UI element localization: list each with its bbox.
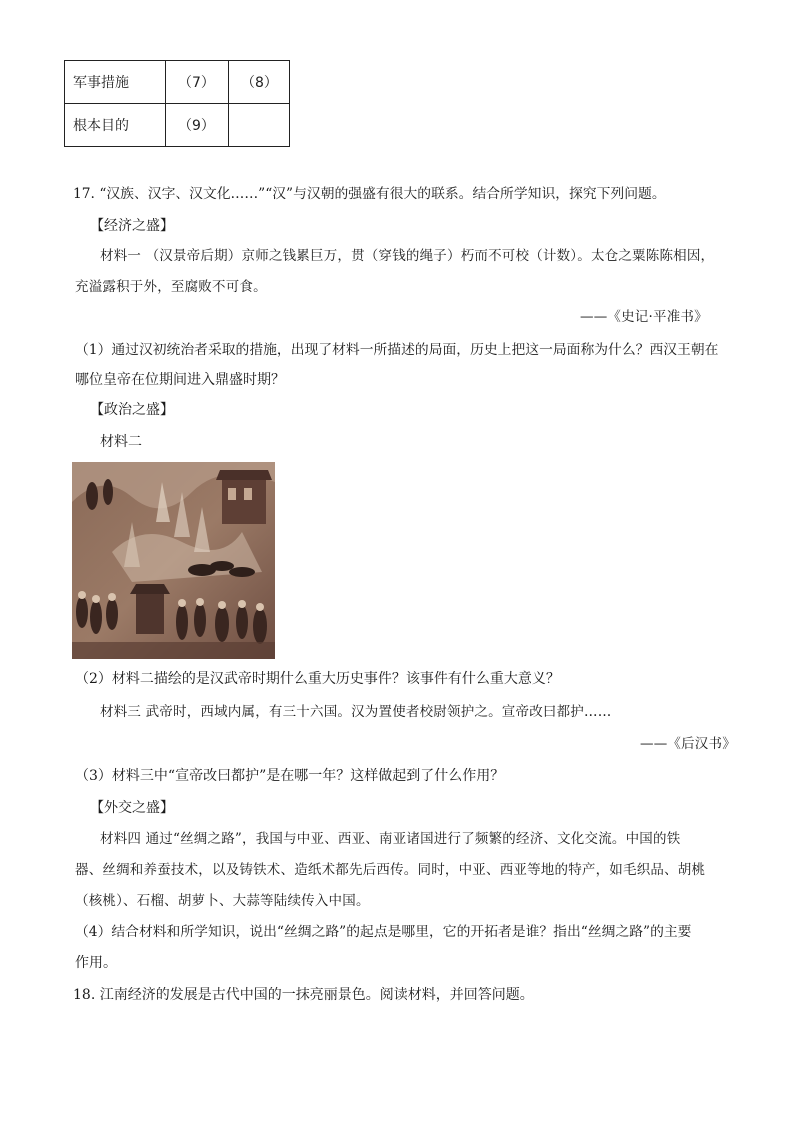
material-4-text-cont: 器、丝绸和养蚕技术，以及铸铁术、造纸术都先后西传。同时，中亚、西亚等地的特产，如毛织品、胡桃 bbox=[75, 862, 706, 878]
table-cell: 根本目的 bbox=[65, 104, 166, 147]
sub-question-4: （4）结合材料和所学知识，说出“丝绸之路”的起点是哪里，它的开拓者是谁？指出“丝绸之路”的主要 bbox=[75, 924, 692, 940]
material-3-text: 材料三 武帝时，西域内属，有三十六国。汉为置使者校尉领护之。宣帝改曰都护…… bbox=[100, 704, 612, 720]
table-row bbox=[65, 61, 290, 104]
table-cell bbox=[229, 104, 290, 147]
material-1-text: 材料一 （汉景帝后期）京师之钱累巨万，贯（穿钱的绳子）朽而不可校（计数）。太仓之粟陈陈相因， bbox=[100, 248, 715, 264]
material-1-source: ——《史记·平准书》 bbox=[580, 309, 708, 325]
sub-question-3: （3）材料三中“宣帝改曰都护”是在哪一年？这样做起到了什么作用？ bbox=[75, 768, 505, 784]
sub-question-4-cont: 作用。 bbox=[75, 955, 117, 971]
table-cell: （7） bbox=[166, 61, 229, 104]
sub-question-1-cont: 哪位皇帝在位期间进入鼎盛时期？ bbox=[75, 372, 285, 388]
material-4-text-cont2: （核桃）、石榴、胡萝卜、大蒜等陆续传入中国。 bbox=[75, 893, 370, 909]
table-cell: （8） bbox=[229, 61, 290, 104]
material-2-label: 材料二 bbox=[100, 434, 142, 450]
material-3-source: ——《后汉书》 bbox=[640, 736, 736, 752]
table-cell: 军事措施 bbox=[65, 61, 166, 104]
section-heading-economy: 【经济之盛】 bbox=[90, 218, 174, 234]
table-row bbox=[65, 104, 290, 147]
mural-image bbox=[72, 462, 275, 659]
material-4-text: 材料四 通过“丝绸之路”，我国与中亚、西亚、南亚诸国进行了频繁的经济、文化交流。中国的铁 bbox=[100, 831, 681, 847]
table-cell: （9） bbox=[166, 104, 229, 147]
question-18-stem: 18. 江南经济的发展是古代中国的一抹亮丽景色。阅读材料，并回答问题。 bbox=[73, 987, 534, 1003]
section-heading-diplomacy: 【外交之盛】 bbox=[90, 800, 174, 816]
sub-question-1: （1）通过汉初统治者采取的措施，出现了材料一所描述的局面，历史上把这一局面称为什么？西汉王朝在 bbox=[75, 342, 719, 358]
section-heading-politics: 【政治之盛】 bbox=[90, 402, 174, 418]
material-1-text-cont: 充溢露积于外，至腐败不可食。 bbox=[75, 279, 267, 295]
answer-table bbox=[64, 60, 290, 147]
mural-illustration bbox=[72, 462, 275, 659]
sub-question-2: （2）材料二描绘的是汉武帝时期什么重大历史事件？该事件有什么重大意义？ bbox=[75, 671, 560, 687]
question-17-stem: 17. “汉族、汉字、汉文化……”“汉”与汉朝的强盛有很大的联系。结合所学知识，探究下列问题。 bbox=[73, 186, 666, 202]
